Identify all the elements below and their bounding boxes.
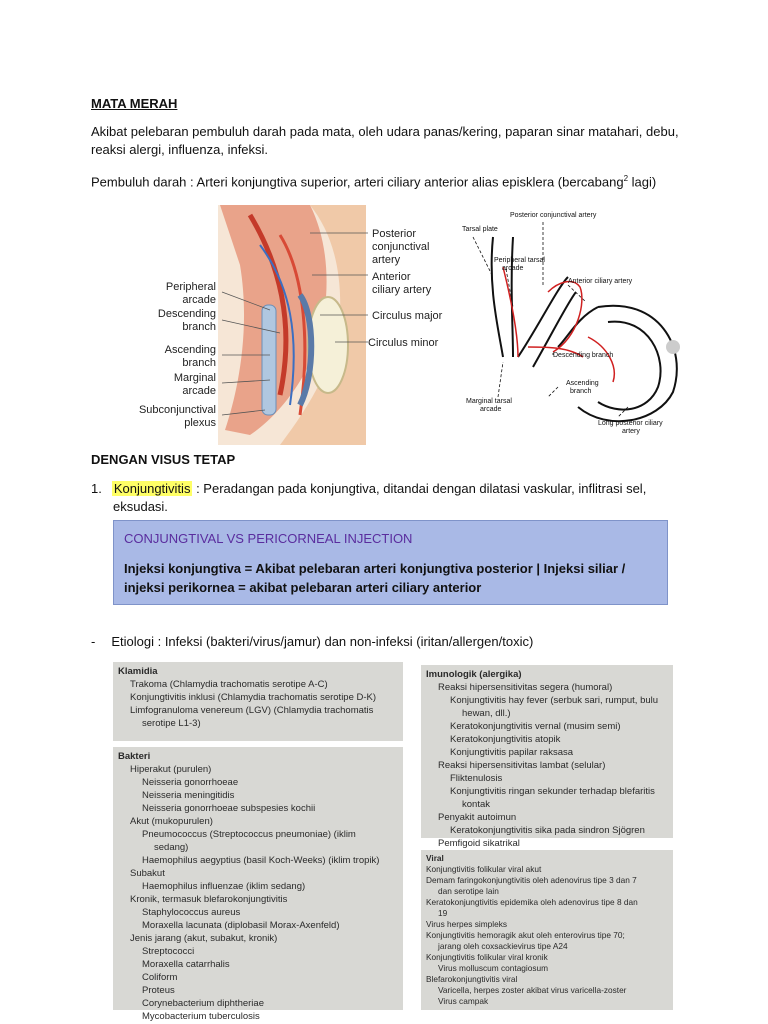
imunologik-row: Reaksi hipersensitivitas segera (humoral) (438, 682, 613, 693)
imunologik-row: Konjungtivitis papilar raksasa (450, 747, 574, 758)
label-circulus-minor: Circulus minor (368, 337, 439, 349)
viral-row: Blefarokonjungtivitis viral (426, 974, 518, 984)
etiology-line (91, 633, 533, 651)
label-anterior-1: Anterior (372, 271, 411, 283)
rlabel-peripheral-2: arcade (502, 265, 524, 272)
label-subconj-1: Subconjunctival (138, 404, 216, 416)
bakteri-row: Corynebacterium diphtheriae (142, 998, 264, 1009)
label-subconj-2: plexus (184, 417, 216, 429)
klamidia-row: Konjungtivitis inklusi (Chlamydia trachomatis serotipe D-K) (130, 692, 377, 703)
viral-table (421, 850, 673, 1010)
item1-line (91, 480, 646, 498)
rlabel-descending: Descending branch (553, 352, 614, 359)
page-heading: MATA MERAH (91, 96, 178, 111)
rlabel-posterior: Posterior conjunctival artery (510, 212, 597, 219)
imunologik-row: Konjungtivitis hay fever (serbuk sari, rumput, bulu (450, 695, 659, 706)
bakteri-row: Jenis jarang (akut, subakut, kronik) (130, 933, 278, 944)
viral-row: Viral (426, 853, 444, 863)
intro-line-2: reaksi alergi, influenza, infeksi. (91, 142, 269, 157)
rlabel-marginal-1: Marginal tarsal (466, 398, 512, 405)
label-circulus-major: Circulus major (372, 310, 443, 322)
etiology-dash: - (91, 634, 96, 649)
item1-line-2: eksudasi. (113, 499, 168, 514)
viral-row: Konjungtivitis folikular viral kronik (426, 952, 548, 962)
injection-callout (113, 520, 668, 605)
imunologik-row: Keratokonjungtivitis vernal (musim semi) (450, 721, 621, 732)
bakteri-row: Proteus (142, 985, 175, 996)
label-anterior-2: ciliary artery (372, 284, 432, 296)
schematic-vessels-figure (458, 207, 698, 439)
label-descending-1: Descending (157, 308, 216, 320)
imunologik-row: Konjungtivitis ringan sekunder terhadap blefaritis (450, 786, 655, 797)
label-posterior-2: conjunctival (372, 241, 430, 253)
imunologik-row: Keratokonjungtivitis sika pada sindron Sjögren (450, 825, 645, 836)
bakteri-row: Staphylococcus aureus (142, 907, 241, 918)
blood-vessel-line (91, 170, 656, 191)
rlabel-long-2: artery (622, 428, 640, 435)
item1-definition: : Peradangan pada konjungtiva, ditandai dengan dilatasi vaskular, inflitrasi sel, (192, 481, 647, 496)
bakteri-row: Moraxella catarrhalis (142, 959, 230, 970)
eyelid-vessels-figure (130, 205, 450, 445)
superscript: 2 (623, 174, 629, 183)
item1-term: Konjungtivitis (113, 481, 191, 496)
imunologik-row: hewan, dll.) (462, 708, 511, 719)
viral-row: Keratokonjungtivitis epidemika oleh adenovirus tipe 8 dan (426, 897, 638, 907)
rlabel-ascending-2: branch (570, 388, 592, 395)
label-peripheral-2: arcade (182, 294, 216, 306)
callout-title: CONJUNGTIVAL VS PERICORNEAL INJECTION (124, 531, 413, 546)
bakteri-row: Coliform (142, 972, 178, 983)
klamidia-table (113, 662, 403, 741)
intro-line-1: Akibat pelebaran pembuluh darah pada mata, oleh udara panas/kering, paparan sinar matahari, debu, (91, 124, 679, 139)
bakteri-row: Bakteri (118, 751, 151, 762)
label-ascending-2: branch (182, 357, 216, 369)
klamidia-row: Klamidia (118, 666, 158, 677)
bakteri-row: Akut (mukopurulen) (130, 816, 213, 827)
label-ascending-1: Ascending (164, 344, 216, 356)
imunologik-row: Keratokonjungtivitis atopik (450, 734, 561, 745)
label-posterior-1: Posterior (372, 228, 417, 240)
callout-body: Injeksi konjungtiva = Akibat pelebaran arteri konjungtiva posterior | Injeksi siliar / injeksi perikornea = akibat pelebaran arteri ciliary anterior (124, 561, 626, 595)
klamidia-row: Limfogranuloma venereum (LGV) (Chlamydia trachomatis (130, 705, 374, 716)
viral-row: Konjungtivitis folikular viral akut (426, 864, 542, 874)
bakteri-row: sedang) (154, 842, 189, 853)
imunologik-row: Imunologik (alergika) (426, 669, 522, 680)
bakteri-row: Kronik, termasuk blefarokonjungtivitis (130, 894, 288, 905)
viral-row: Virus herpes simpleks (426, 919, 508, 929)
imunologik-row: Fliktenulosis (450, 773, 503, 784)
bakteri-row: Streptococci (142, 946, 195, 957)
bakteri-row: Haemophilus aegyptius (basil Koch-Weeks) (iklim tropik) (142, 855, 380, 866)
klamidia-row: Trakoma (Chlamydia trachomatis serotipe A-C) (130, 679, 328, 690)
viral-row: Virus molluscum contagiosum (438, 963, 549, 973)
bakteri-row: Neisseria gonorrhoeae subspesies kochii (142, 803, 316, 814)
imunologik-row: Reaksi hipersensitivitas lambat (selular) (438, 760, 606, 771)
section-heading: DENGAN VISUS TETAP (91, 452, 236, 467)
bakteri-row: Moraxella lacunata (diplobasil Morax-Axenfeld) (142, 920, 340, 931)
rlabel-marginal-2: arcade (480, 406, 502, 413)
label-posterior-3: artery (372, 254, 401, 266)
label-marginal-1: Marginal (173, 372, 216, 384)
imunologik-table (421, 665, 673, 849)
bakteri-row: Pneumococcus (Streptococcus pneumoniae) (iklim (142, 829, 356, 840)
viral-row: Varicella, herpes zoster akibat virus varicella-zoster (438, 985, 627, 995)
bakteri-row: Hiperakut (purulen) (130, 764, 212, 775)
bakteri-row: Neisseria gonorrhoeae (142, 777, 239, 788)
label-marginal-2: arcade (182, 385, 216, 397)
viral-row: dan serotipe lain (438, 886, 499, 896)
bakteri-row: Mycobacterium tuberculosis (142, 1011, 260, 1022)
rlabel-long-1: Long posterior ciliary (598, 420, 663, 427)
blood-vessel-text-end: lagi) (628, 174, 657, 190)
viral-row: 19 (438, 908, 448, 918)
bakteri-row: Neisseria meningitidis (142, 790, 235, 801)
bakteri-row: Haemophilus influenzae (iklim sedang) (142, 881, 306, 892)
viral-row: jarang oleh coxsackievirus tipe A24 (438, 941, 568, 951)
viral-row: Virus campak (438, 996, 489, 1006)
rlabel-anterior: Anterior ciliary artery (568, 278, 633, 285)
imunologik-row: Penyakit autoimun (438, 812, 517, 823)
viral-row: Demam faringokonjungtivitis oleh adenovirus tipe 3 dan 7 (426, 875, 637, 885)
rlabel-tarsal: Tarsal plate (462, 226, 498, 233)
label-descending-2: branch (182, 321, 216, 333)
bakteri-row: Subakut (130, 868, 165, 879)
bakteri-table (113, 747, 403, 1022)
imunologik-row: kontak (462, 799, 490, 810)
label-peripheral-1: Peripheral (165, 281, 216, 293)
rlabel-peripheral-1: Peripheral tarsal (494, 257, 545, 264)
klamidia-row: serotipe L1-3) (142, 718, 201, 729)
item1-number: 1. (91, 481, 102, 496)
rlabel-ascending-1: Ascending (566, 380, 599, 387)
blood-vessel-text: Pembuluh darah : Arteri konjungtiva superior, arteri ciliary anterior alias episklera (bercabang (91, 174, 624, 190)
imunologik-row: Pemfigoid sikatrikal (438, 838, 520, 849)
etiology-label: Etiologi (111, 634, 154, 649)
viral-row: Konjungtivitis hemoragik akut oleh enterovirus tipe 70; (426, 930, 625, 940)
etiology-text: : Infeksi (bakteri/virus/jamur) dan non-infeksi (iritan/allergen/toxic) (153, 634, 534, 649)
